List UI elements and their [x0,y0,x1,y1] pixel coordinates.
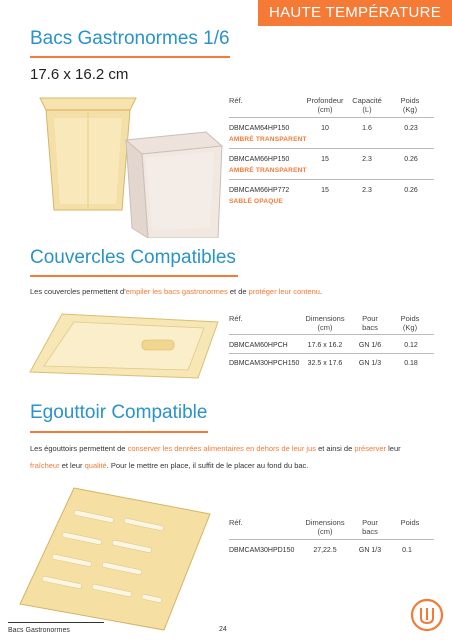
table1-row3-capacity: 2.3 [362,187,372,194]
header-depth-unit: (cm) [317,105,333,114]
para-text: . [319,287,323,296]
title-underline [30,275,238,277]
table3-row1-weight: 0.1 [402,547,412,554]
table1-row3-weight: 0.26 [404,187,418,194]
table2-header-for [344,314,396,332]
table3-header-weight [390,518,430,527]
couvercles-description [30,284,322,299]
table1-divider-2 [229,179,434,180]
brand-logo-icon [410,598,444,632]
table1-row2-material: AMBRÉ TRANSPARENT [229,167,307,174]
footer-label: Bacs Gastronormes [8,627,70,634]
header-capacity-label: Capacité [352,96,382,105]
size-label: 17.6 x 16.2 cm [30,66,129,83]
table2-row2-ref: DBMCAM30HPCH150 [229,360,300,367]
para-text: Les égouttoirs permettent de [30,444,128,453]
header-dimensions-unit: (cm) [317,323,333,332]
header-for-unit: bacs [362,527,378,536]
section-title-couvercles: Couvercles Compatibles [30,247,236,268]
amber-bin-illustration [40,98,136,210]
para-text: et de [227,287,249,296]
header-for-label: Pour [362,314,378,323]
table1-row1-material: AMBRÉ TRANSPARENT [229,136,307,143]
table1-header-weight [390,96,430,114]
para-text: leur [386,444,401,453]
table1-row2-ref: DBMCAM66HP150 [229,156,290,163]
header-for-label: Pour [362,518,378,527]
table1-header-divider [229,117,434,118]
category-badge: HAUTE TEMPÉRATURE [258,0,452,26]
table2-row2-for: GN 1/3 [358,360,382,367]
gastronorme-bins-image [18,88,233,238]
header-weight-label: Poids [400,518,420,527]
table1-row3-material: SABLÉ OPAQUE [229,198,283,205]
table3-row1-ref: DBMCAM30HPD150 [229,547,295,554]
table2-row1-weight: 0.12 [404,342,418,349]
table1-row2-depth: 15 [321,156,329,163]
table2-row2-dimensions: 32.5 x 17.6 [307,360,343,367]
table1-row2-weight: 0.26 [404,156,418,163]
table3-row1-for: GN 1/3 [358,547,382,554]
title-underline [30,431,208,433]
header-depth-label: Profondeur [306,96,344,105]
title-underline [30,56,230,58]
table2-row2-weight: 0.18 [404,360,418,367]
lid-image [22,300,222,390]
table1-row1-weight: 0.23 [404,125,418,132]
para-highlight: préserver [354,444,387,453]
footer-rule [8,622,104,623]
para-highlight: protéger leur contenu [248,287,320,296]
table3-header-for [344,518,396,536]
page-number: 24 [219,626,227,633]
section-title-egouttoir: Egouttoir Compatible [30,402,208,423]
para-text: Les couvercles permettent d' [30,287,126,296]
egouttoir-description-line1 [30,441,401,456]
header-dimensions-label: Dimensions [305,314,345,323]
table3-header-ref: Réf. [229,518,243,527]
para-highlight: qualité [84,461,107,470]
header-capacity-unit: (L) [362,105,372,114]
table2-divider-1 [229,353,434,354]
para-text: . Pour le mettre en place, il suffit de le placer au fond du bac. [106,461,309,470]
header-weight-unit: (Kg) [402,323,418,332]
table1-header-capacity [340,96,394,114]
table1-row2-capacity: 2.3 [362,156,372,163]
table2-row1-for: GN 1/6 [358,342,382,349]
table2-row1-dimensions: 17.6 x 16.2 [307,342,343,349]
header-dimensions-unit: (cm) [317,527,333,536]
table2-header-divider [229,334,434,335]
header-for-unit: bacs [362,323,378,332]
section-title-bacs: Bacs Gastronormes 1/6 [30,28,230,49]
para-highlight: fraîcheur [30,461,60,470]
table2-row1-ref: DBMCAM60HPCH [229,342,288,349]
table3-row1-dimensions: 27,22.5 [313,547,337,554]
para-text: et ainsi de [316,444,355,453]
para-highlight: empiler les bacs gastronormes [125,287,228,296]
table1-row1-capacity: 1.6 [362,125,372,132]
sand-bin-illustration [126,132,222,238]
table1-header-ref: Réf. [229,96,243,105]
table3-header-divider [229,539,434,540]
header-weight-unit: (Kg) [402,105,418,114]
table2-header-weight [390,314,430,332]
table1-divider-1 [229,148,434,149]
para-text: et leur [59,461,85,470]
table2-header-ref: Réf. [229,314,243,323]
header-weight-label: Poids [400,314,420,323]
table1-row1-ref: DBMCAM64HP150 [229,125,290,132]
table1-row1-depth: 10 [321,125,329,132]
para-highlight: conserver les denrées alimentaires en dehors de leur jus [127,444,316,453]
egouttoir-description-line2 [30,458,308,473]
drain-tray-image [14,484,214,634]
table1-row3-ref: DBMCAM66HP772 [229,187,290,194]
table1-row3-depth: 15 [321,187,329,194]
header-dimensions-label: Dimensions [305,518,345,527]
header-weight-label: Poids [400,96,420,105]
